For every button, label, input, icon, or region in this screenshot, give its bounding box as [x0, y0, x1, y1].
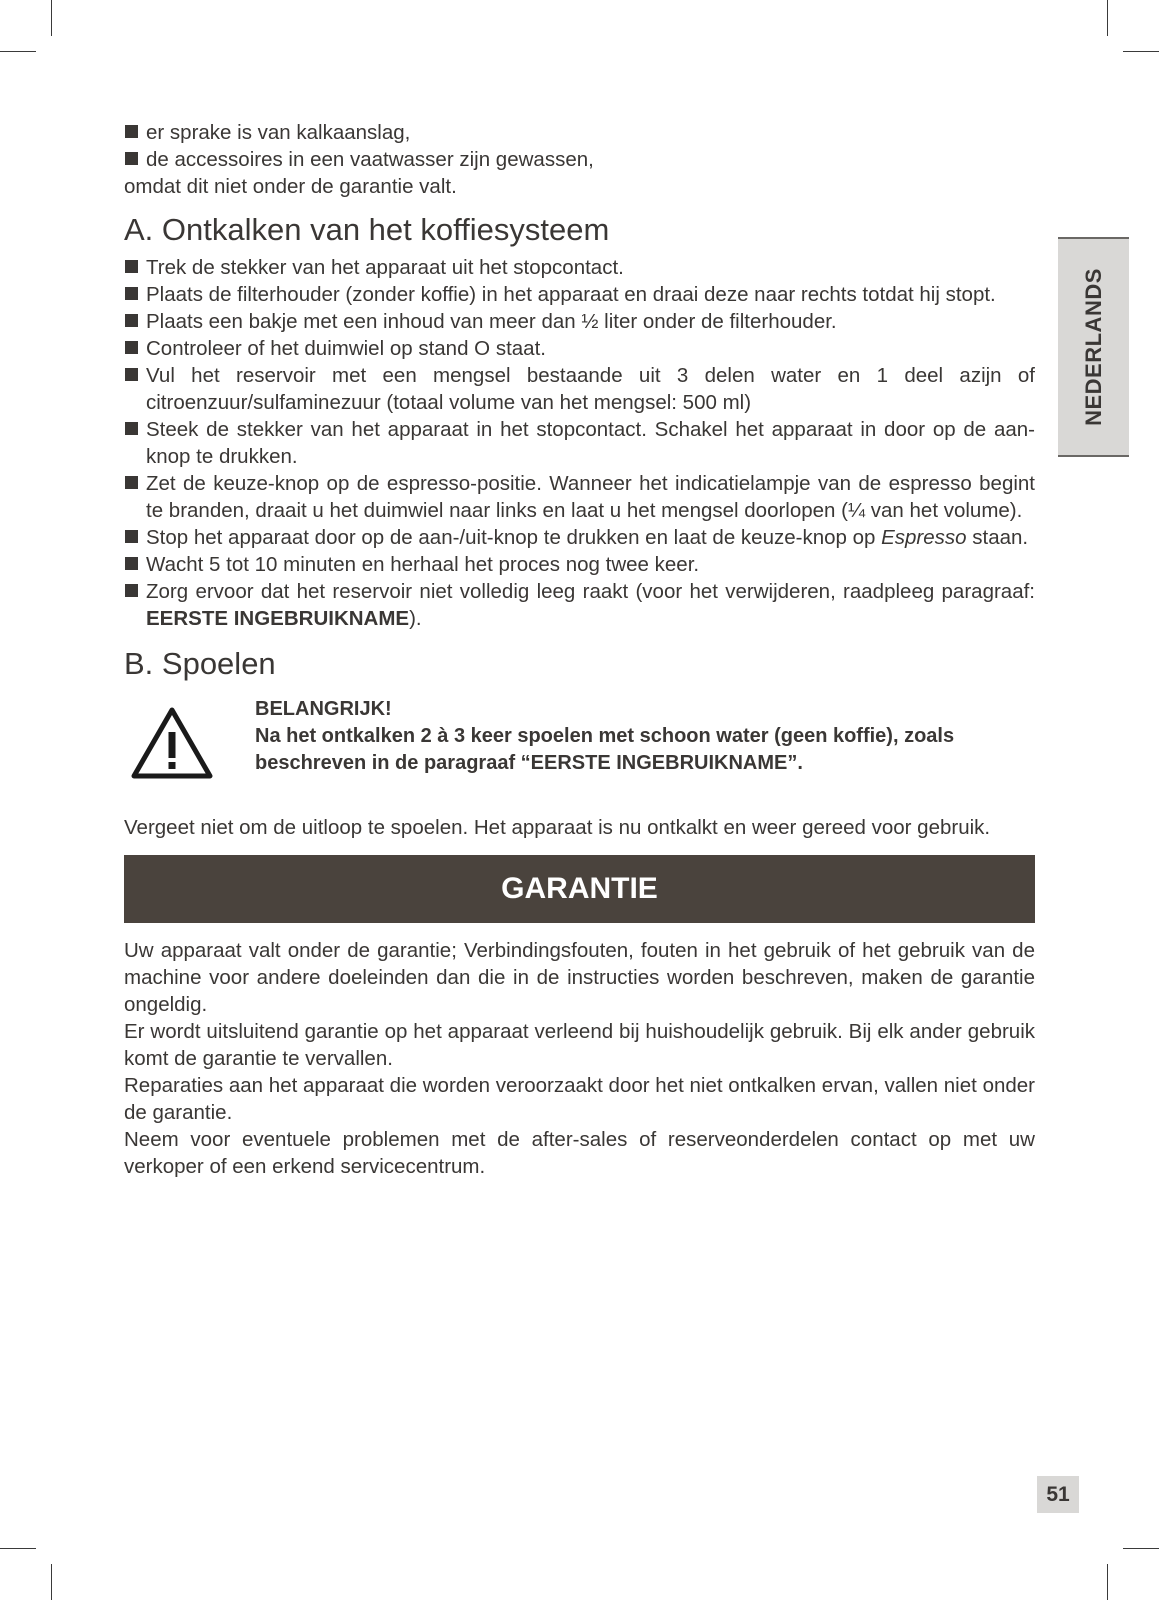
garantie-paragraph: Uw apparaat valt onder de garantie; Verbindingsfouten, fouten in het gebruik of het gebruik van de machine voor andere doeleinden dan die in de instructies worden beschreven, maken de garantie ongeldig. [124, 939, 1035, 1016]
crop-mark [0, 51, 36, 52]
crop-mark [1107, 1564, 1108, 1600]
list-item: Wacht 5 tot 10 minuten en herhaal het proces nog twee keer. [124, 551, 1035, 578]
page-content [124, 119, 1035, 1180]
crop-mark [51, 0, 52, 36]
list-item: Zet de keuze-knop op de espresso-positie. Wanneer het indicatielampje van de espresso begint te branden, draait u het duimwiel naar links en laat u het mengsel doorlopen (¼ van het volume). [124, 470, 1035, 524]
section-a-title: A. Ontkalken van het koffiesysteem [124, 212, 610, 247]
list-item: Vul het reservoir met een mengsel bestaande uit 3 delen water en 1 deel azijn of citroenzuur/sulfaminezuur (totaal volume van het mengsel: 500 ml) [124, 362, 1035, 416]
list-item-text: Zorg ervoor dat het reservoir niet volledig leeg raakt (voor het verwijderen, raadpleeg paragraaf: [146, 580, 1035, 603]
warning-heading: BELANGRIJK! [255, 698, 392, 720]
list-item: er sprake is van kalkaanslag, [124, 119, 1035, 146]
language-tab-label: NEDERLANDS [1080, 268, 1106, 426]
intro-note: omdat dit niet onder de garantie valt. [124, 175, 457, 198]
garantie-paragraph: Er wordt uitsluitend garantie op het apparaat verleend bij huishoudelijk gebruik. Bij elk ander gebruik komt de garantie te vervallen. [124, 1020, 1035, 1070]
garantie-title: GARANTIE [501, 872, 658, 905]
warning-text [255, 696, 1035, 777]
crop-mark [1123, 51, 1159, 52]
language-tab [1058, 237, 1129, 457]
crop-mark [1123, 1548, 1159, 1549]
garantie-heading-bar [124, 855, 1035, 923]
list-item-text: ). [409, 607, 422, 630]
crop-mark [51, 1564, 52, 1600]
list-item: Steek de stekker van het apparaat in het stopcontact. Schakel het apparaat in door op de aan-knop te drukken. [124, 416, 1035, 470]
crop-mark [1107, 0, 1108, 36]
cross-reference: EERSTE INGEBRUIKNAME [146, 607, 410, 630]
list-item-text: Stop het apparaat door op de aan-/uit-knop te drukken en laat de keuze-knop op [146, 526, 882, 549]
list-item: Controleer of het duimwiel op stand O staat. [124, 335, 1035, 362]
list-item: de accessoires in een vaatwasser zijn gewassen, [124, 146, 1035, 173]
list-item-text: staan. [966, 526, 1029, 549]
warning-body: Na het ontkalken 2 à 3 keer spoelen met schoon water (geen koffie), zoals beschreven in de paragraaf “EERSTE INGEBRUIKNAME”. [255, 725, 955, 774]
list-item: Trek de stekker van het apparaat uit het stopcontact. [124, 254, 1035, 281]
crop-mark [0, 1548, 36, 1549]
warning-box [124, 696, 1035, 794]
list-item: Plaats de filterhouder (zonder koffie) in het apparaat en draai deze naar rechts totdat hij stopt. [124, 281, 1035, 308]
page-number: 51 [1037, 1476, 1079, 1513]
warning-triangle-icon [130, 706, 214, 780]
list-item: Plaats een bakje met een inhoud van meer dan ½ liter onder de filterhouder. [124, 308, 1035, 335]
section-b-title: B. Spoelen [124, 646, 276, 681]
espresso-term: Espresso [881, 526, 967, 549]
list-item [124, 578, 1035, 632]
garantie-paragraph: Reparaties aan het apparaat die worden veroorzaakt door het niet ontkalken ervan, vallen niet onder de garantie. [124, 1074, 1035, 1124]
list-item [124, 524, 1035, 551]
rinse-paragraph: Vergeet niet om de uitloop te spoelen. Het apparaat is nu ontkalkt en weer gereed voor gebruik. [124, 816, 991, 839]
garantie-paragraph: Neem voor eventuele problemen met de after-sales of reserveonderdelen contact op met uw verkoper of een erkend servicecentrum. [124, 1128, 1035, 1178]
